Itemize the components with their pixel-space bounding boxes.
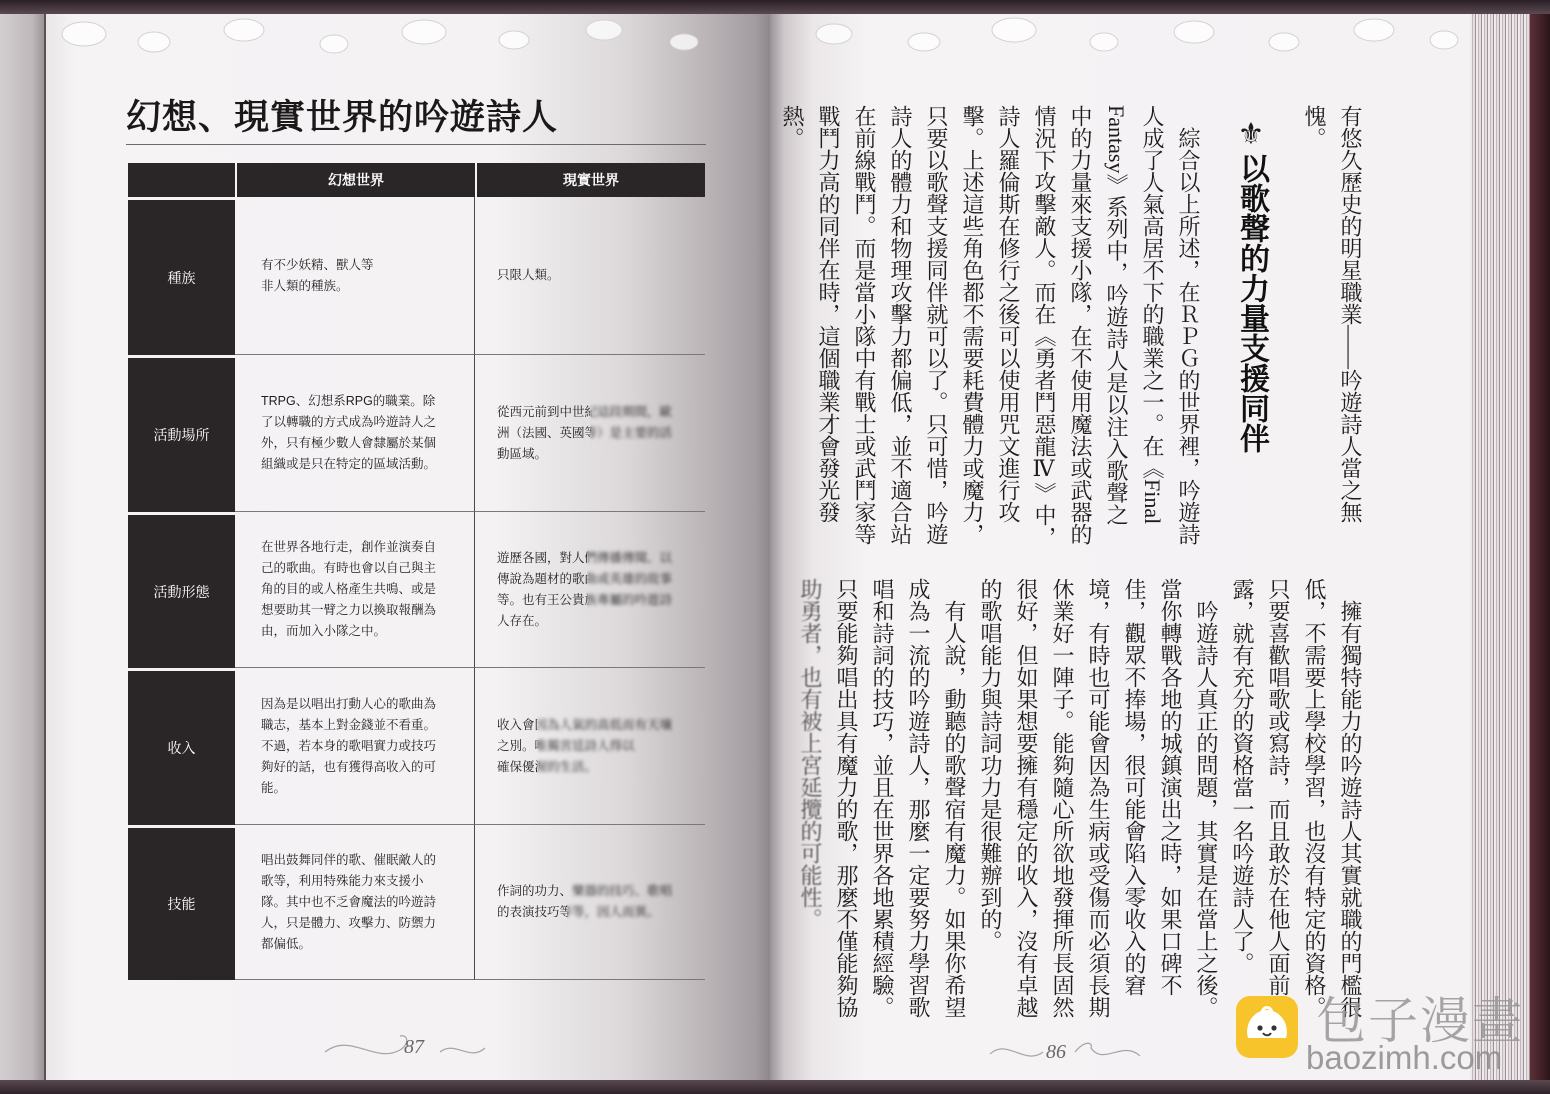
text-column: 低，不需要上學校學習，也沒有特定的資格。 (1302, 578, 1327, 1018)
fantasy-cell (235, 668, 475, 825)
cell-line: 收入會因為人氣的高低而有天壤 (497, 717, 673, 732)
cell-line: 的表演技巧等等，因人而異。 (497, 905, 660, 919)
text-column: 有悠久歷史的明星職業——吟遊詩人當之無 (1338, 105, 1363, 523)
text-column: 情況下攻擊敵人。而在《勇者鬥惡龍Ⅳ》中， (1032, 105, 1057, 548)
cell-line: 從西元前到中世紀這段期間，歐 (497, 404, 673, 419)
watermark-name: 包子漫畫 (1316, 993, 1524, 1049)
cell-line: 之別。唯獨宮廷詩人得以 (497, 738, 635, 753)
cell-line: 隊。其中也不乏會魔法的吟遊詩 (261, 894, 437, 909)
cell-line: 非人類的種族。 (261, 278, 349, 293)
table-row (128, 512, 705, 668)
fantasy-cell (235, 355, 475, 512)
text-column: 中的力量來支援小隊，在不使用魔法或武器的 (1068, 105, 1093, 545)
row-label-text: 種族 (167, 269, 196, 286)
cell-line: 因為是以唱出打動人心的歌曲為 (261, 696, 437, 711)
text-column: 只要以歌聲支援同伴就可以了。只可惜，吟遊 (924, 105, 949, 545)
text-column: 的歌唱能力與詩詞功力是很難辦到的。 (978, 578, 1003, 952)
header-fantasy: 幻想世界 (237, 163, 475, 197)
fantasy-cell (235, 825, 475, 980)
page-number: 87 (404, 1036, 424, 1058)
scan-blur (587, 540, 703, 612)
text-column: 休業好一陣子。能夠隨心所欲地發揮所長固然 (1050, 578, 1075, 1018)
fleur-de-lis-icon (1238, 117, 1265, 153)
floral-border (44, 12, 1470, 72)
cell-line: 傳說為題材的歌曲或英雄的故事 (497, 571, 673, 586)
cell-line: 角的目的或人格產生共鳴、或是 (261, 582, 437, 596)
text-column: 露，就有充分的資格當一名吟遊詩人了。 (1230, 578, 1255, 974)
table-header (128, 163, 705, 197)
table-row (128, 825, 705, 980)
scan-blur (537, 710, 703, 780)
cell-line: 職志，基本上對金錢並不看重。 (261, 717, 437, 732)
text-column: 擊。上述這些角色都不需要耗費體力或魔力， (960, 105, 985, 545)
text-column: 唱和詩詞的技巧，並且在世界各地累積經驗。 (870, 578, 895, 1018)
cell-line: 組織或是只在特定的區域活動。 (261, 457, 437, 471)
cell-line: 作詞的功力、樂器的技巧、歌唱 (497, 884, 673, 898)
text-column: 只要喜歡唱歌或寫詩，而且敢於在他人面前 (1266, 578, 1291, 996)
table-row (128, 668, 705, 825)
text-column: 成為一流的吟遊詩人，那麼一定要努力學習歌 (906, 578, 931, 1018)
cell-line: 歌等，利用特殊能力來支援小 (261, 873, 424, 888)
text-column: 詩人羅倫斯在修行之後可以使用咒文進行攻 (996, 105, 1021, 523)
cell-line: 等。也有王公貴族專屬的吟遊詩 (497, 592, 673, 607)
cell-line: 在世界各地行走，創作並演奏自 (261, 540, 437, 554)
scan-blur (567, 877, 703, 925)
fantasy-cell (235, 197, 475, 355)
cell-line: 遊歷各國，對人們傳播傳聞、以 (497, 550, 673, 565)
section-heading-text: 以歌聲的力量支援同伴 (1235, 153, 1268, 453)
cell-line: 洲（法國、英國等）是主要的活 (497, 425, 673, 440)
page-title: 幻想、現實世界的吟遊詩人 (126, 98, 559, 137)
row-label (128, 512, 235, 668)
text-column: 擁有獨特能力的吟遊詩人其實就職的門檻很 (1338, 600, 1363, 1018)
cell-line: 人存在。 (497, 613, 548, 628)
text-column: 有人說，動聽的歌聲宿有魔力。如果你希望 (942, 600, 967, 1018)
text-column: 愧。 (1302, 105, 1327, 149)
header-corner (128, 163, 235, 197)
text-column: 在前線戰鬥。而是當小隊中有戰士或武鬥家等 (852, 105, 877, 545)
cell-line: 想要助其一臂之力以換取報酬為 (261, 603, 437, 617)
page-number: 86 (1046, 1041, 1066, 1063)
cell-line: 了以轉職的方式成為吟遊詩人之 (261, 415, 437, 429)
scan-bottom-edge (0, 1080, 1550, 1094)
cell-line: 唱出鼓舞同伴的歌、催眠敵人的 (261, 852, 437, 867)
text-column: Fantasy》系列中，吟遊詩人是以注入歌聲之 (1104, 105, 1129, 526)
row-label-text: 活動場所 (153, 427, 210, 443)
cell-line: TRPG、幻想系RPG的職業。除 (261, 394, 436, 408)
text-column: 戰鬥力高的同伴在時，這個職業才會發光發 (816, 105, 841, 523)
cell-line: 確保優渥的生活。 (497, 759, 598, 774)
row-label (128, 197, 235, 355)
text-column: 助勇者，也有被上宮延攬的可能性。 (798, 578, 823, 930)
cell-line: 不過，若本身的歌唱實力或技巧 (261, 738, 437, 753)
title-divider (126, 144, 706, 145)
header-real: 現實世界 (477, 163, 705, 197)
text-column: 綜合以上所述，在ＲＰＧ的世界裡，吟遊詩 (1176, 127, 1201, 545)
text-column: 人成了人氣高居不下的職業之一。在《Final (1140, 105, 1165, 525)
section-heading (1206, 105, 1296, 453)
row-label (128, 355, 235, 512)
fantasy-cell (235, 512, 475, 668)
cell-line: 人，只是體力、攻擊力、防禦力 (261, 915, 437, 930)
text-column: 熱。 (780, 105, 805, 149)
real-cell (475, 668, 705, 825)
real-cell (475, 197, 705, 355)
cell-line: 動區域。 (497, 446, 548, 461)
cell-line: 都偏低。 (261, 936, 312, 951)
table-row (128, 355, 705, 512)
cell-line: 己的歌曲。有時也會以自己與主 (261, 561, 437, 575)
cell-line: 外，只有極少數人會隸屬於某個 (261, 436, 437, 450)
scan-blur (590, 397, 700, 449)
real-cell (475, 512, 705, 668)
cell-line: 有不少妖精、獸人等 (261, 257, 374, 272)
cell-line: 只限人類。 (497, 268, 560, 282)
text-column: 佳，觀眾不捧場，很可能會陷入零收入的窘 (1122, 578, 1147, 996)
row-label (128, 668, 235, 825)
page-edges (1470, 10, 1532, 1084)
bun-logo-icon (1236, 996, 1298, 1058)
real-cell (475, 825, 705, 980)
cell-line: 能。 (261, 780, 287, 795)
text-column: 只要能夠唱出具有魔力的歌，那麼不僅能夠協 (834, 578, 859, 1018)
text-column: 當你轉戰各地的城鎮演出之時，如果口碑不 (1158, 578, 1183, 996)
top-text-block (774, 105, 1368, 548)
row-label (128, 825, 235, 980)
row-label-text: 收入 (167, 740, 196, 756)
text-column: 境，有時也可能會因為生病或受傷而必須長期 (1086, 578, 1111, 1018)
watermark-url: baozimh.com (1306, 1039, 1503, 1076)
bottom-text-block (792, 578, 1368, 1018)
text-column: 吟遊詩人真正的問題，其實是在當上之後。 (1194, 600, 1219, 1018)
row-label-text: 技能 (167, 896, 196, 912)
real-cell (475, 355, 705, 512)
text-column: 詩人的體力和物理攻擊力都偏低，並不適合站 (888, 105, 913, 545)
row-label-text: 活動形態 (153, 583, 210, 600)
comparison-table (128, 163, 705, 980)
text-column: 很好，但如果想要擁有穩定的收入，沒有卓越 (1014, 578, 1039, 1018)
cell-line: 夠好的話，也有獲得高收入的可 (261, 759, 437, 774)
book-cover-right-edge (1530, 0, 1550, 1094)
cell-line: 由，而加入小隊之中。 (261, 624, 387, 638)
table-row (128, 197, 705, 355)
